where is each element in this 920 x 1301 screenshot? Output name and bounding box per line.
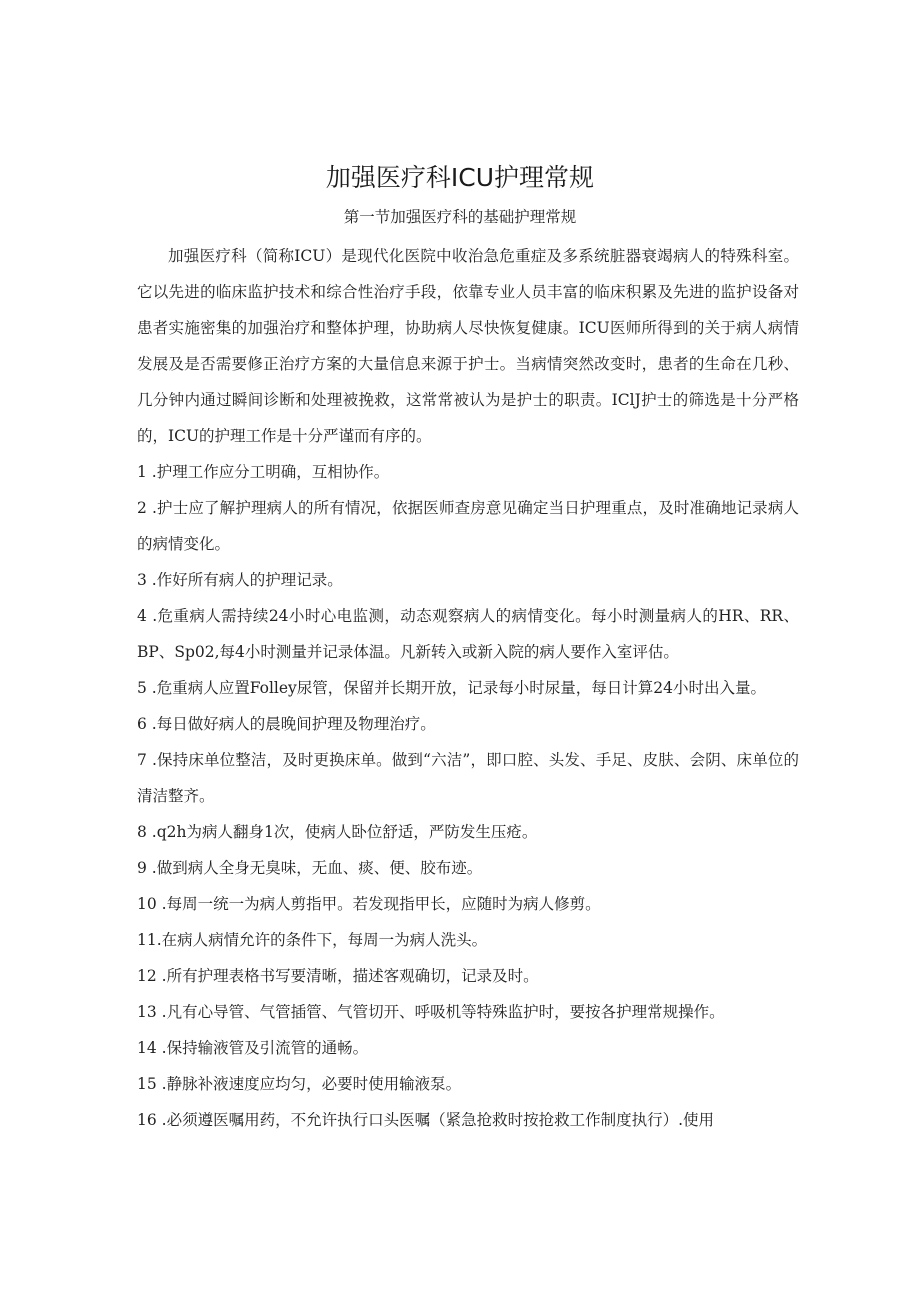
list-item: 9 .做到病人全身无臭味，无血、痰、便、胶布迹。 bbox=[137, 859, 483, 877]
list-item: 1 .护理工作应分工明确，互相协作。 bbox=[137, 463, 390, 481]
list-item: 11.在病人病情允许的条件下，每周一为病人洗头。 bbox=[137, 931, 488, 949]
document-title: 加强医疗科ICU护理常规 bbox=[325, 163, 595, 192]
list-item: 6 .每日做好病人的晨晚间护理及物理治疗。 bbox=[137, 715, 436, 733]
list-item: 15 .静脉补液速度应均匀，必要时使用输液泵。 bbox=[137, 1075, 462, 1093]
list-item: 12 .所有护理表格书写要清晰，描述客观确切，记录及时。 bbox=[137, 967, 539, 985]
list-item: 3 .作好所有病人的护理记录。 bbox=[137, 571, 343, 589]
list-item: 16 .必须遵医嘱用药，不允许执行口头医嘱（紧急抢救时按抢救工作制度执行）.使用 bbox=[137, 1111, 715, 1129]
document-body bbox=[137, 238, 799, 1138]
list-item: 4 .危重病人需持续24小时心电监测，动态观察病人的病情变化。每小时测量病人的HR、RR、BP、Sp02,每4小时测量并记录体温。凡新转入或新入院的病人要作入室评估。 bbox=[137, 607, 799, 661]
list-item: 14 .保持输液管及引流管的通畅。 bbox=[137, 1039, 369, 1057]
list-item: 5 .危重病人应置Folley尿管，保留并长期开放，记录每小时尿量，每日计算24小时出入量。 bbox=[137, 679, 767, 697]
list-item: 13 .凡有心导管、气管插管、气管切开、呼吸机等特殊监护时，要按各护理常规操作。 bbox=[137, 1003, 725, 1021]
list-item: 2 .护士应了解护理病人的所有情况，依据医师查房意见确定当日护理重点，及时准确地记录病人的病情变化。 bbox=[137, 499, 799, 553]
list-item: 10 .每周一统一为病人剪指甲。若发现指甲长，应随时为病人修剪。 bbox=[137, 895, 601, 913]
section-heading: 第一节加强医疗科的基础护理常规 bbox=[343, 208, 577, 226]
list-item: 7 .保持床单位整洁，及时更换床单。做到“六洁”，即口腔、头发、手足、皮肤、会阴、床单位的清洁整齐。 bbox=[137, 751, 799, 805]
list-item: 8 .q2h为病人翻身1次，使病人卧位舒适，严防发生压疮。 bbox=[137, 823, 538, 841]
intro-paragraph: 加强医疗科（简称ICU）是现代化医院中收治急危重症及多系统脏器衰竭病人的特殊科室。它以先进的临床监护技术和综合性治疗手段，依靠专业人员丰富的临床积累及先进的监护设备对患者实施密集的加强治疗和整体护理，协助病人尽快恢复健康。ICU医师所得到的关于病人病情发展及是否需要修正治疗方案的大量信息来源于护士。当病情突然改变时，患者的生命在几秒、几分钟内通过瞬间诊断和处理被挽救，这常常被认为是护士的职责。IClJ护士的筛选是十分严格的，ICU的护理工作是十分严谨而有序的。 bbox=[137, 247, 799, 445]
